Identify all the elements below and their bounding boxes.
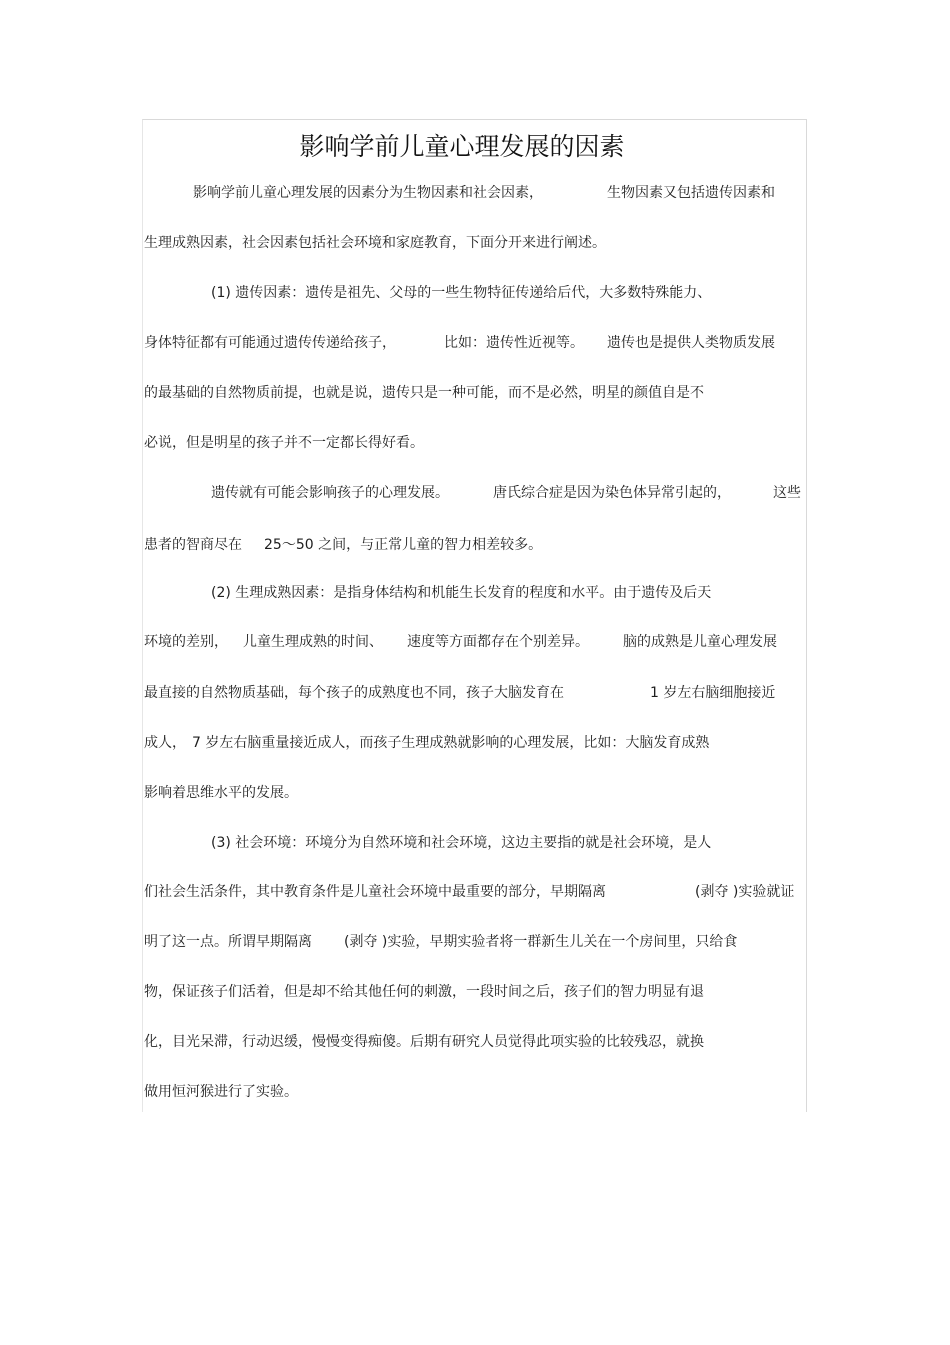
text-line: 这些 (773, 485, 801, 501)
text-line: 影响着思维水平的发展。 (144, 785, 298, 801)
text-line: 7 岁左右脑重量接近成人，而孩子生理成熟就影响的心理发展，比如：大脑发育成熟 (192, 735, 710, 751)
text-line: 身体特征都有可能通过遗传传递给孩子， (144, 335, 396, 351)
text-line: 唐氏综合症是因为染色体异常引起的， (493, 485, 731, 501)
text-line: 物，保证孩子们活着，但是却不给其他任何的刺激，一段时间之后，孩子们的智力明显有退 (144, 984, 704, 1000)
text-line: 遗传也是提供人类物质发展 (607, 335, 775, 351)
text-line: 生物因素又包括遗传因素和 (607, 185, 775, 201)
text-line: 环境的差别， (144, 634, 228, 650)
text-line: 儿童生理成熟的时间、 (243, 634, 383, 650)
text-line: 的最基础的自然物质前提，也就是说，遗传只是一种可能，而不是必然，明星的颜值自是不 (144, 385, 704, 401)
text-line: (剥夺 )实验，早期实验者将一群新生儿关在一个房间里，只给食 (344, 934, 738, 950)
text-line: 1 岁左右脑细胞接近 (650, 685, 776, 701)
document-title: 影响学前儿童心理发展的因素 (299, 132, 625, 161)
text-line: (剥夺 )实验就证 (695, 884, 795, 900)
text-line: 们社会生活条件，其中教育条件是儿童社会环境中最重要的部分，早期隔离 (144, 884, 606, 900)
text-line: 影响学前儿童心理发展的因素分为生物因素和社会因素， (193, 185, 543, 201)
text-line: 成人， (144, 735, 186, 751)
text-line: 脑的成熟是儿童心理发展 (623, 634, 777, 650)
page-frame (142, 119, 807, 1112)
text-line: (3) 社会环境：环境分为自然环境和社会环境，这边主要指的就是社会环境，是人 (211, 835, 712, 851)
text-line: 必说，但是明星的孩子并不一定都长得好看。 (144, 435, 424, 451)
text-line: 速度等方面都存在个别差异。 (407, 634, 589, 650)
text-line: 化，目光呆滞，行动迟缓，慢慢变得痴傻。后期有研究人员觉得此项实验的比较残忍，就换 (144, 1034, 704, 1050)
text-line: 生理成熟因素，社会因素包括社会环境和家庭教育，下面分开来进行阐述。 (144, 235, 606, 251)
text-line: 做用恒河猴进行了实验。 (144, 1084, 298, 1100)
text-line: 遗传就有可能会影响孩子的心理发展。 (211, 485, 449, 501)
text-line: (1) 遗传因素：遗传是祖先、父母的一些生物特征传递给后代，大多数特殊能力、 (211, 285, 712, 301)
text-line: (2) 生理成熟因素：是指身体结构和机能生长发育的程度和水平。由于遗传及后天 (211, 585, 712, 601)
text-line: 患者的智商尽在 (144, 537, 242, 553)
text-line: 明了这一点。所谓早期隔离 (144, 934, 312, 950)
text-line: 25～50 之间，与正常儿童的智力相差较多。 (264, 537, 543, 553)
text-line: 比如：遗传性近视等。 (444, 335, 584, 351)
text-line: 最直接的自然物质基础，每个孩子的成熟度也不同，孩子大脑发育在 (144, 685, 564, 701)
